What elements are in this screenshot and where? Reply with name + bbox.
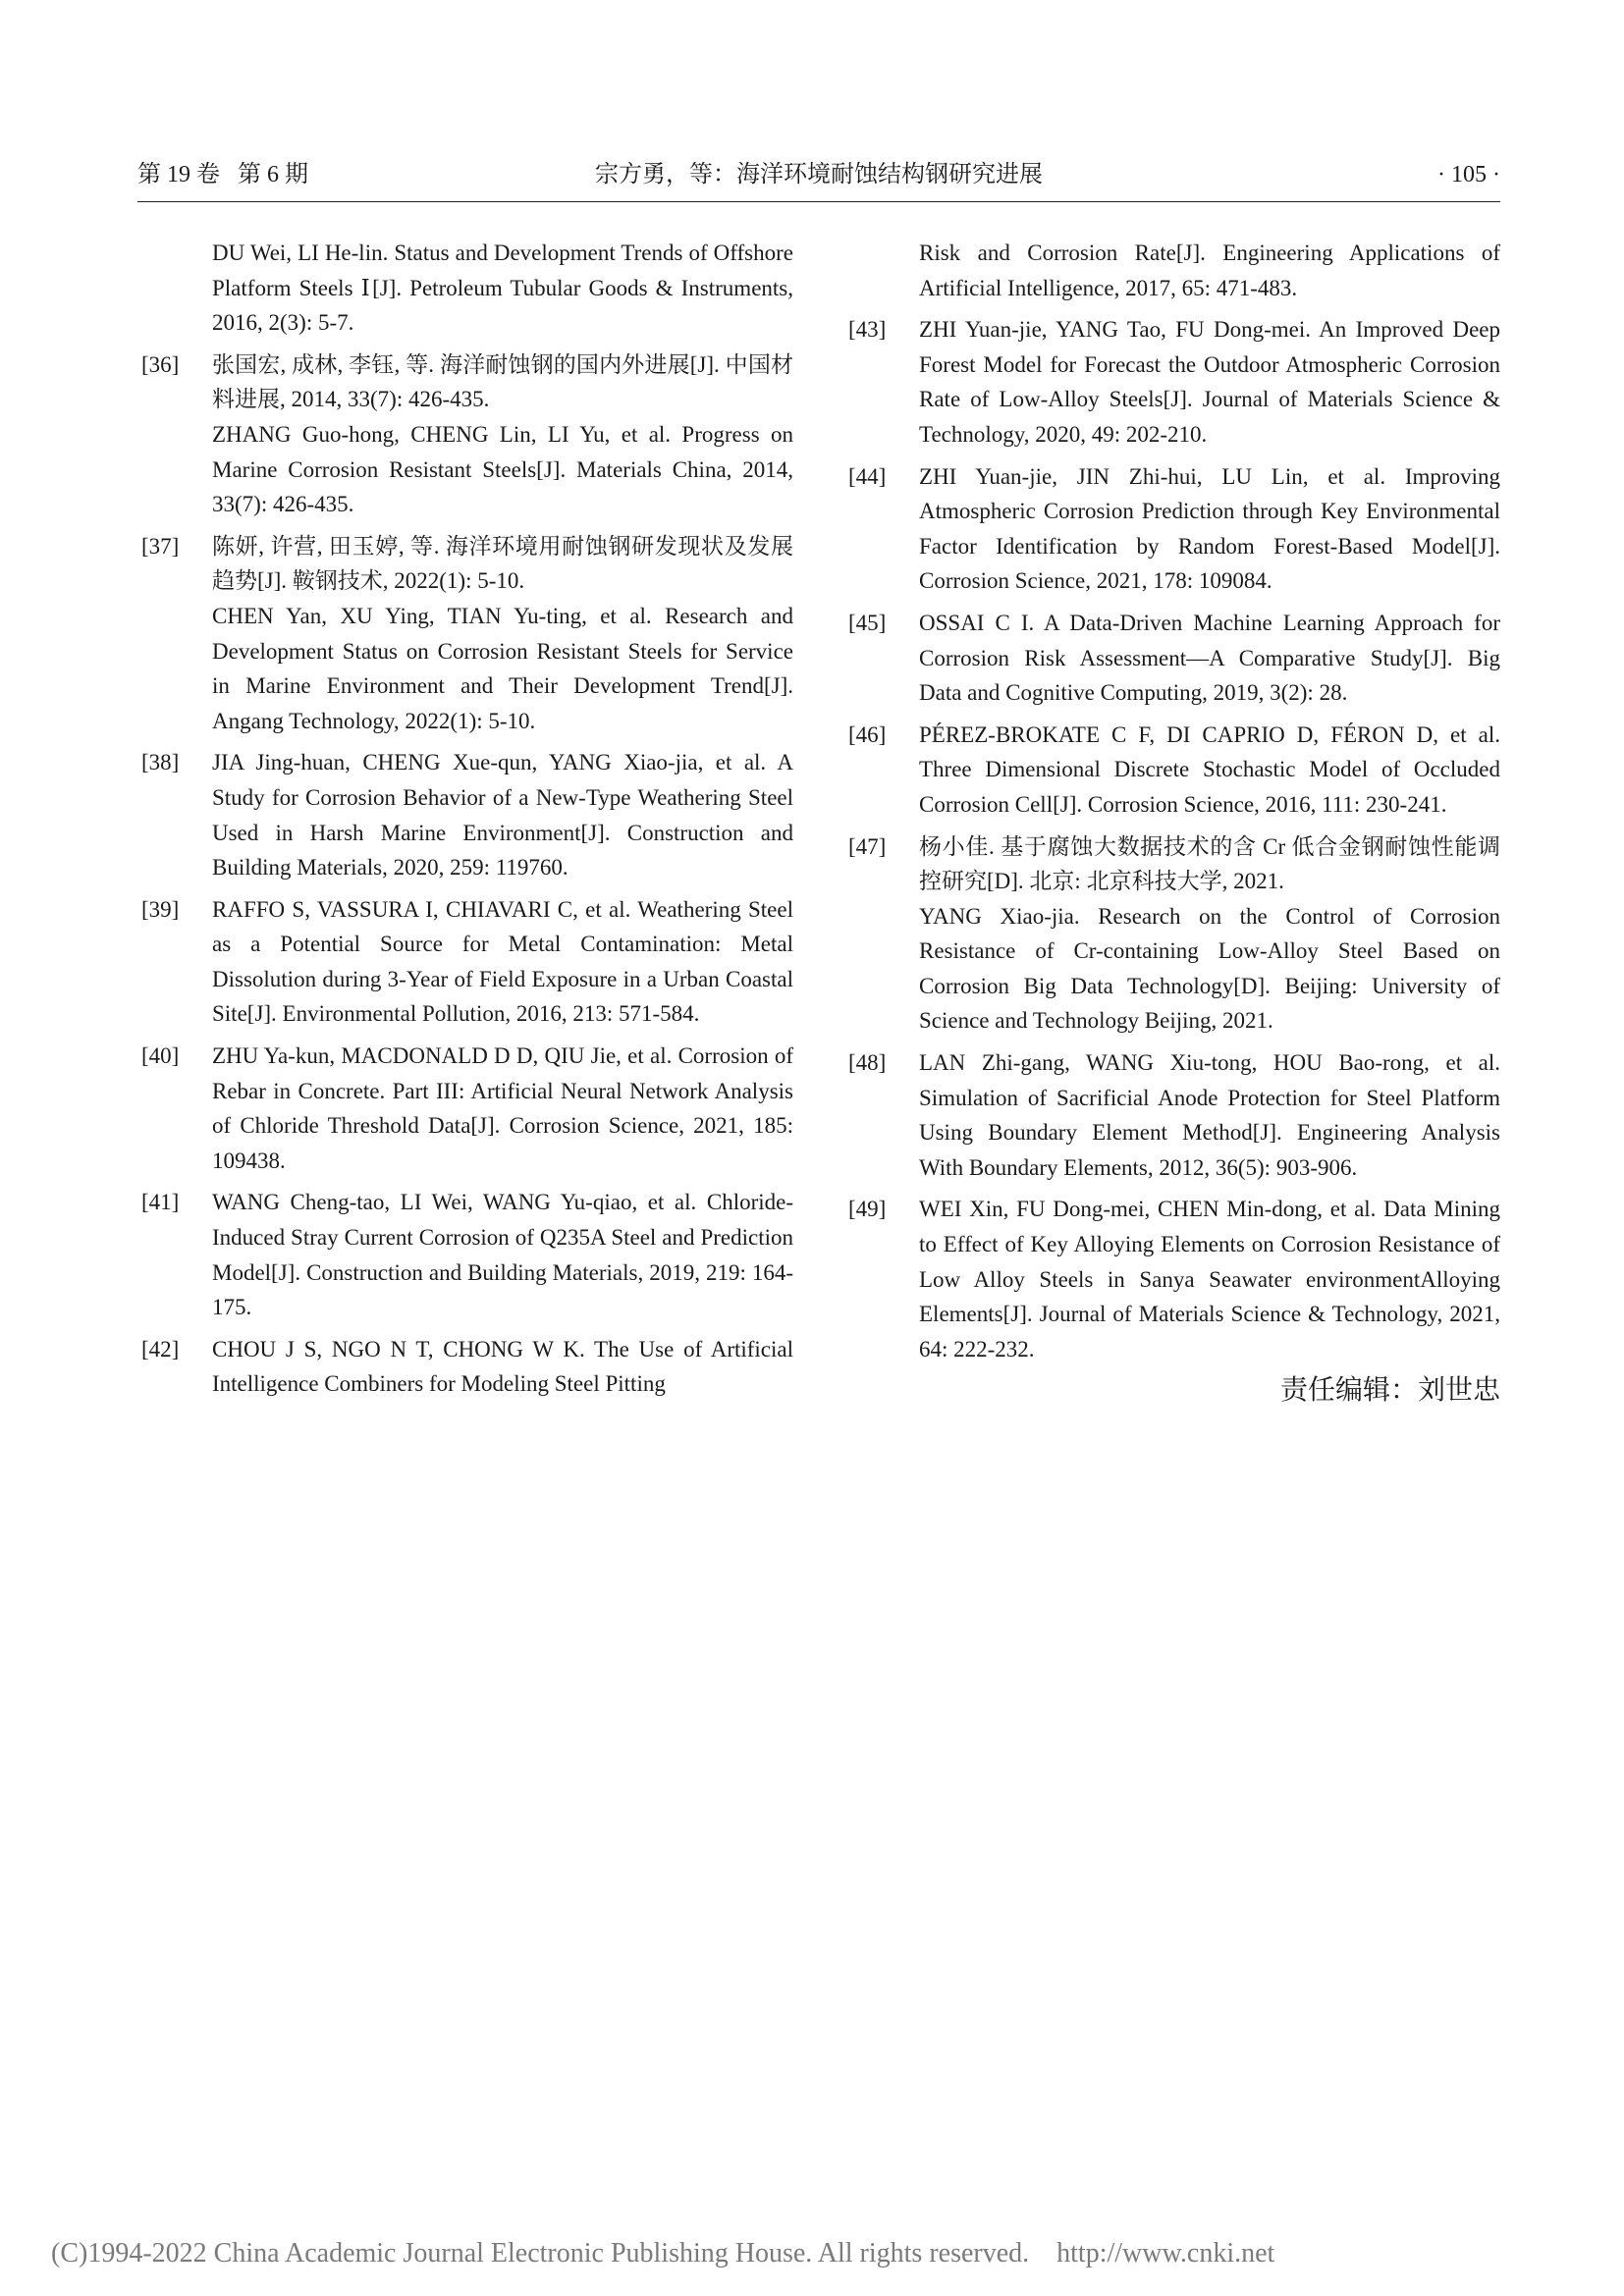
reference-text: JIA Jing-huan, CHENG Xue-qun, YANG Xiao-jia, et al. A Study for Corrosion Behavior of a New-Type Weathering Steel Used in Harsh Marine Environment[J]. Construction and Building Materials, 2020, 259: 119760.: [212, 750, 793, 881]
reference-number: [37]: [141, 533, 180, 559]
reference-text: 张国宏, 成林, 李钰, 等. 海洋耐蚀钢的国内外进展[J]. 中国材料进展, 2014, 33(7): 426-435.: [212, 351, 793, 412]
copyright-footer: (C)1994-2022 China Academic Journal Electronic Publishing House. All rights reserved. http://www.cnki.net: [51, 2238, 1275, 2269]
right-column: [844, 236, 1500, 1411]
reference-text: WANG Cheng-tao, LI Wei, WANG Yu-qiao, et al. Chloride-Induced Stray Current Corrosion of Q235A Steel and Prediction Model[J]. Construction and Building Materials, 2019, 219: 164-175.: [212, 1190, 793, 1320]
running-title: 宗方勇，等：海洋环境耐蚀结构钢研究进展: [595, 162, 1043, 187]
reference-text: RAFFO S, VASSURA I, CHIAVARI C, et al. Weathering Steel as a Potential Source for Metal Contamination: Metal Dissolution during 3-Year of Field Exposure in a Urban Coastal Site[J]. Environmental Pollution, 2016, 213: 571-584.: [212, 896, 793, 1027]
reference-list-left: [137, 347, 793, 1402]
reference-number: [45]: [848, 610, 887, 635]
reference-item: [844, 718, 1500, 823]
reference-item: [844, 1192, 1500, 1366]
reference-item: [137, 1039, 793, 1178]
reference-item: [137, 892, 793, 1032]
reference-text: ZHI Yuan-jie, JIN Zhi-hui, LU Lin, et al. Improving Atmospheric Corrosion Prediction through Key Environmental Factor Identification by Random Forest-Based Model[J]. Corrosion Science, 2021, 178: 109084.: [919, 463, 1500, 594]
reference-text: 陈妍, 许营, 田玉婷, 等. 海洋环境用耐蚀钢研发现状及发展趋势[J]. 鞍钢技术, 2022(1): 5-10.: [212, 533, 793, 594]
reference-text: LAN Zhi-gang, WANG Xiu-tong, HOU Bao-rong, et al. Simulation of Sacrificial Anode Protection for Steel Platform Using Boundary Element Method[J]. Engineering Analysis With Boundary Elements, 2012, 36(5): 903-906.: [919, 1050, 1500, 1180]
reference-number: [36]: [141, 351, 180, 377]
reference-text: OSSAI C I. A Data-Driven Machine Learning Approach for Corrosion Risk Assessment—A Comparative Study[J]. Big Data and Cognitive Computing, 2019, 3(2): 28.: [919, 610, 1500, 706]
page-number: · 105 ·: [1437, 162, 1500, 187]
reference-list-right: [844, 312, 1500, 1366]
reference-item: [137, 347, 793, 522]
reference-text: CHOU J S, NGO N T, CHONG W K. The Use of Artificial Intelligence Combiners for Modeling Steel Pitting: [212, 1336, 793, 1397]
reference-number: [47]: [848, 833, 887, 859]
reference-text: Risk and Corrosion Rate[J]. Engineering Applications of Artificial Intelligence, 2017, 65: 471-483.: [919, 240, 1500, 300]
reference-text: CHEN Yan, XU Ying, TIAN Yu-ting, et al. Research and Development Status on Corrosion Resistant Steels for Service in Marine Environment and Their Development Trend[J]. Angang Technology, 2022(1): 5-10.: [212, 603, 793, 733]
reference-item: [844, 459, 1500, 599]
responsible-editor: 责任编辑：刘世忠: [1279, 1375, 1500, 1407]
reference-number: [42]: [141, 1336, 180, 1362]
reference-item: [844, 829, 1500, 1040]
reference-number: [48]: [848, 1050, 887, 1076]
left-column: [137, 236, 793, 1409]
reference-text: DU Wei, LI He-lin. Status and Development Trends of Offshore Platform Steels Ⅰ[J]. Petroleum Tubular Goods & Instruments, 2016, 2(3): 5-7.: [212, 240, 793, 336]
reference-item: [844, 606, 1500, 711]
reference-text: ZHANG Guo-hong, CHENG Lin, LI Yu, et al. Progress on Marine Corrosion Resistant Steels[J]. Materials China, 2014, 33(7): 426-435.: [212, 421, 793, 517]
reference-item: [844, 312, 1500, 452]
volume-issue: 第 19 卷 第 6 期: [137, 162, 308, 187]
reference-item: [844, 1045, 1500, 1185]
header-rule: [137, 201, 1500, 202]
reference-continuation: [137, 236, 793, 341]
reference-text: ZHU Ya-kun, MACDONALD D D, QIU Jie, et al. Corrosion of Rebar in Concrete. Part III: Artificial Neural Network Analysis of Chloride Threshold Data[J]. Corrosion Science, 2021, 185: 109438.: [212, 1043, 793, 1173]
reference-number: [38]: [141, 750, 180, 775]
reference-text: WEI Xin, FU Dong-mei, CHEN Min-dong, et al. Data Mining to Effect of Key Alloying Elements on Corrosion Resistance of Low Alloy Steels in Sanya Seawater environmentAlloying Elements[J]. Journal of Materials Science & Technology, 2021, 64: 222-232.: [919, 1197, 1500, 1362]
reference-item: [137, 1185, 793, 1324]
reference-number: [49]: [848, 1197, 887, 1222]
reference-number: [44]: [848, 463, 887, 489]
reference-number: [46]: [848, 721, 887, 747]
reference-number: [41]: [141, 1190, 180, 1215]
reference-number: [39]: [141, 896, 180, 922]
reference-text: ZHI Yuan-jie, YANG Tao, FU Dong-mei. An Improved Deep Forest Model for Forecast the Outdoor Atmospheric Corrosion Rate of Low-Alloy Steels[J]. Journal of Materials Science & Technology, 2020, 49: 202-210.: [919, 317, 1500, 447]
reference-continuation: [844, 236, 1500, 305]
reference-number: [40]: [141, 1043, 180, 1069]
reference-item: [137, 1332, 793, 1402]
reference-text: PÉREZ-BROKATE C F, DI CAPRIO D, FÉRON D, et al. Three Dimensional Discrete Stochastic Model of Occluded Corrosion Cell[J]. Corrosion Science, 2016, 111: 230-241.: [919, 721, 1500, 817]
reference-item: [137, 529, 793, 739]
reference-text: YANG Xiao-jia. Research on the Control of Corrosion Resistance of Cr-containing Low-Alloy Steel Based on Corrosion Big Data Technology[D]. Beijing: University of Science and Technology Beijing, 2021.: [919, 903, 1500, 1034]
reference-text: 杨小佳. 基于腐蚀大数据技术的含 Cr 低合金钢耐蚀性能调控研究[D]. 北京: 北京科技大学, 2021.: [919, 833, 1500, 894]
running-header: [137, 159, 1500, 198]
reference-item: [137, 745, 793, 884]
reference-number: [43]: [848, 317, 887, 343]
